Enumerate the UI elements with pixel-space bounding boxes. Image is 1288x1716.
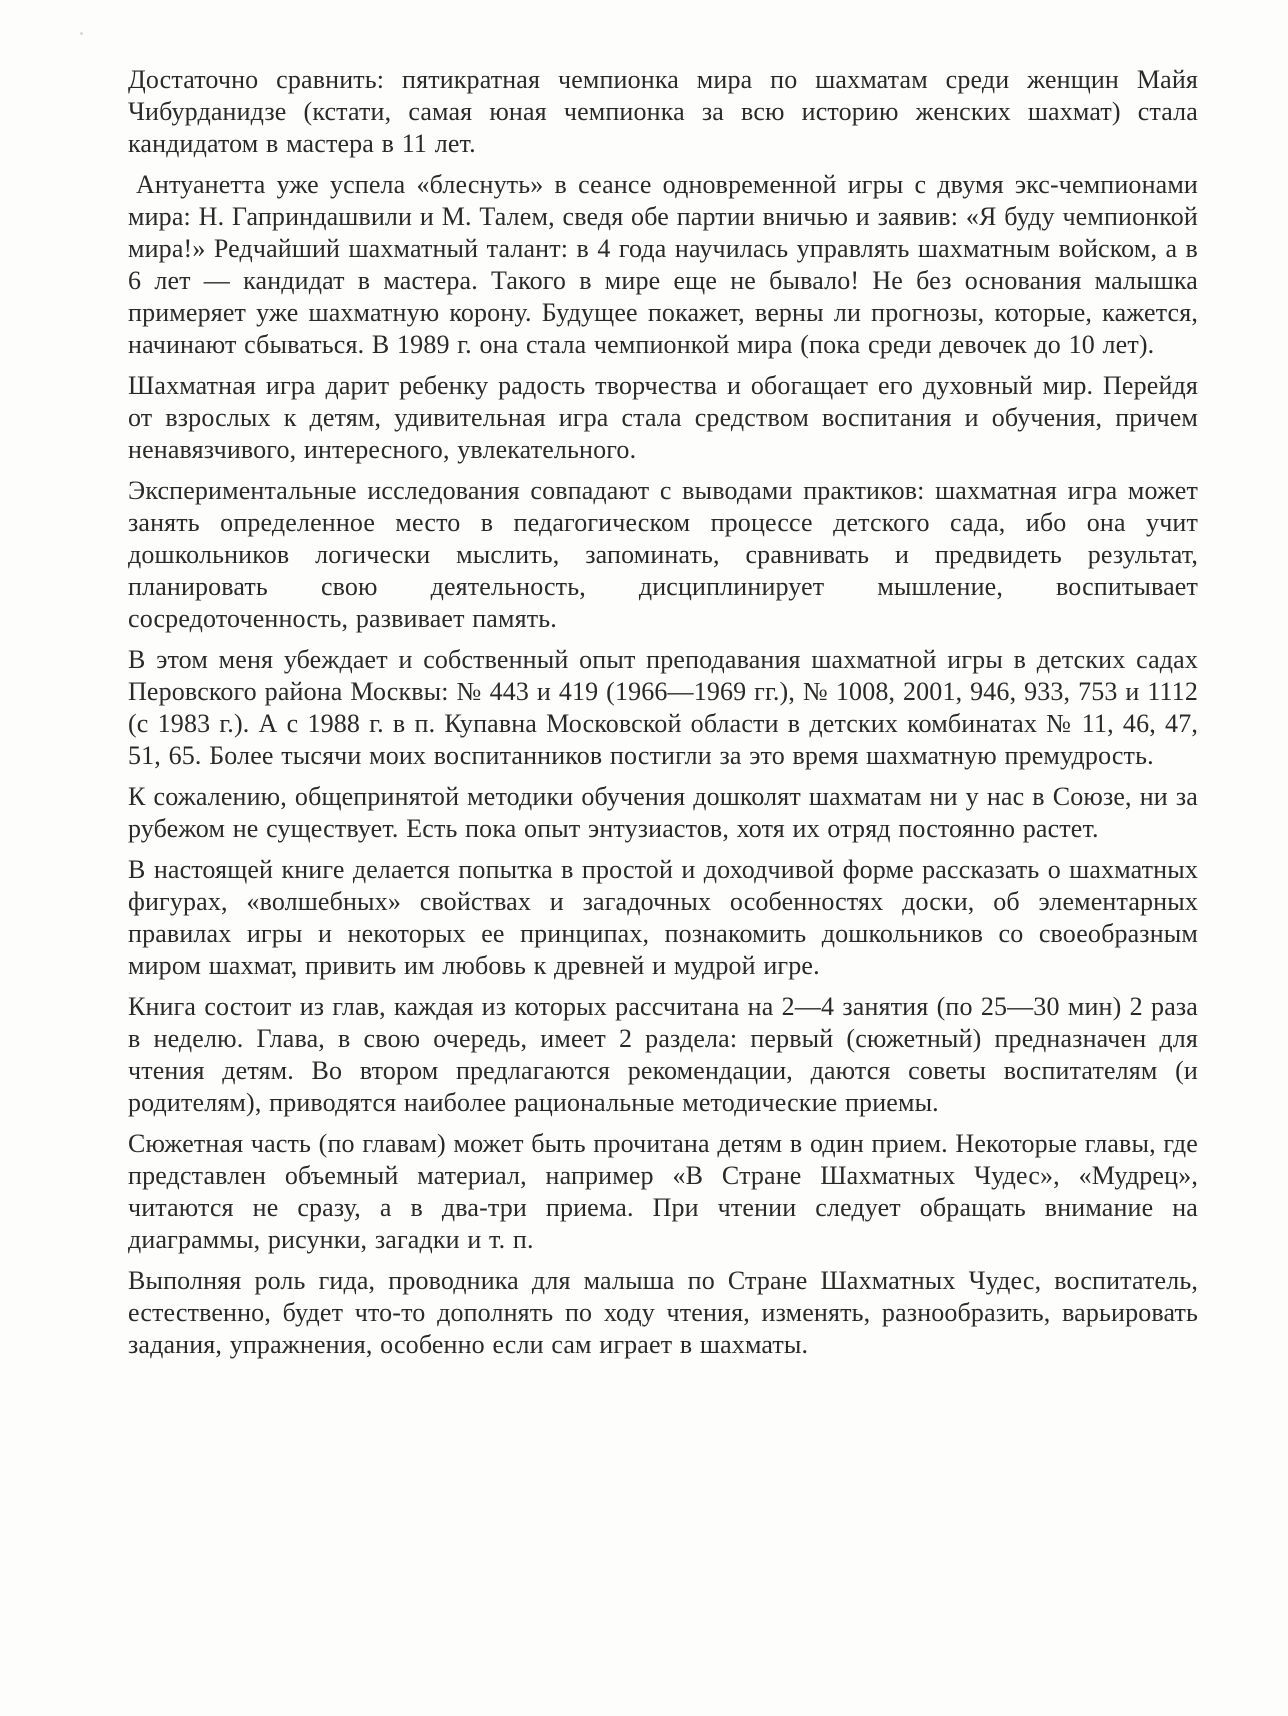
paragraph-4: Экспериментальные исследования совпадают с выводами практиков: шахматная игра может занять определенное место в педагогическом процессе детского сада, ибо она учит дошкольников логически мыслить, запоминать, сравнивать и предвидеть результат, планировать свою деятельность, дисциплинирует мышление, воспитывает сосредоточенность, развивает память. [128, 475, 1198, 634]
paragraph-10: Выполняя роль гида, проводника для малыша по Стране Шахматных Чудес, воспитатель, естественно, будет что-то дополнять по ходу чтения, изменять, разнообразить, варьировать задания, упражнения, особенно если сам играет в шахматы. [128, 1265, 1198, 1359]
scan-speck [80, 32, 83, 35]
paragraph-5: В этом меня убеждает и собственный опыт преподавания шахматной игры в детских садах Перовского района Москвы: № 443 и 419 (1966—1969 гг.), № 1008, 2001, 946, 933, 753 и 1112 (с 1983 г.). А с 1988 г. в п. Купавна Московской области в детских комбинатах № 11, 46, 47, 51, 65. Более тысячи моих воспитанников постигли за это время шахматную премудрость. [128, 644, 1198, 771]
paragraph-1: Достаточно сравнить: пятикратная чемпионка мира по шахматам среди женщин Майя Чибурданидзе (кстати, самая юная чемпионка за всю историю женских шахмат) стала кандидатом в мастера в 11 лет. [128, 65, 1198, 159]
body-text [128, 64, 1198, 1370]
paragraph-2: Антуанетта уже успела «блеснуть» в сеансе одновременной игры с двумя экс-чемпионами мира: Н. Гаприндашвили и М. Талем, сведя обе партии вничью и заявив: «Я буду чемпионкой мира!» Редчайший шахматный талант: в 4 года научилась управлять шахматным войском, а в 6 лет — кандидат в мастера. Такого в мире еще не бывало! Не без основания малышка примеряет уже шахматную корону. Будущее покажет, верны ли прогнозы, которые, кажется, начинают сбываться. В 1989 г. она стала чемпионкой мира (пока среди девочек до 10 лет). [128, 169, 1198, 360]
paragraph-8: Книга состоит из глав, каждая из которых рассчитана на 2—4 занятия (по 25—30 мин) 2 раза в неделю. Глава, в свою очередь, имеет 2 раздела: первый (сюжетный) предназначен для чтения детям. Во втором предлагаются рекомендации, даются советы воспитателям (и родителям), приводятся наиболее рациональные методические приемы. [128, 991, 1198, 1117]
paragraph-6: К сожалению, общепринятой методики обучения дошколят шахматам ни у нас в Союзе, ни за рубежом не существует. Есть пока опыт энтузиастов, хотя их отряд постоянно растет. [128, 781, 1198, 844]
paragraph-3: Шахматная игра дарит ребенку радость творчества и обогащает его духовный мир. Перейдя от взрослых к детям, удивительная игра стала средством воспитания и обучения, причем ненавязчивого, интересного, увлекательного. [128, 371, 1198, 465]
paragraph-7: В настоящей книге делается попытка в простой и доходчивой форме рассказать о шахматных фигурах, «волшебных» свойствах и загадочных особенностях доски, об элементарных правилах игры и некоторых ее принципах, познакомить дошкольников со своеобразным миром шахмат, привить им любовь к древней и мудрой игре. [128, 854, 1198, 980]
paragraph-9: Сюжетная часть (по главам) может быть прочитана детям в один прием. Некоторые главы, где представлен объемный материал, например «В Стране Шахматных Чудес», «Мудрец», читаются не сразу, а в два-три приема. При чтении следует обращать внимание на диаграммы, рисунки, загадки и т. п. [128, 1128, 1198, 1254]
